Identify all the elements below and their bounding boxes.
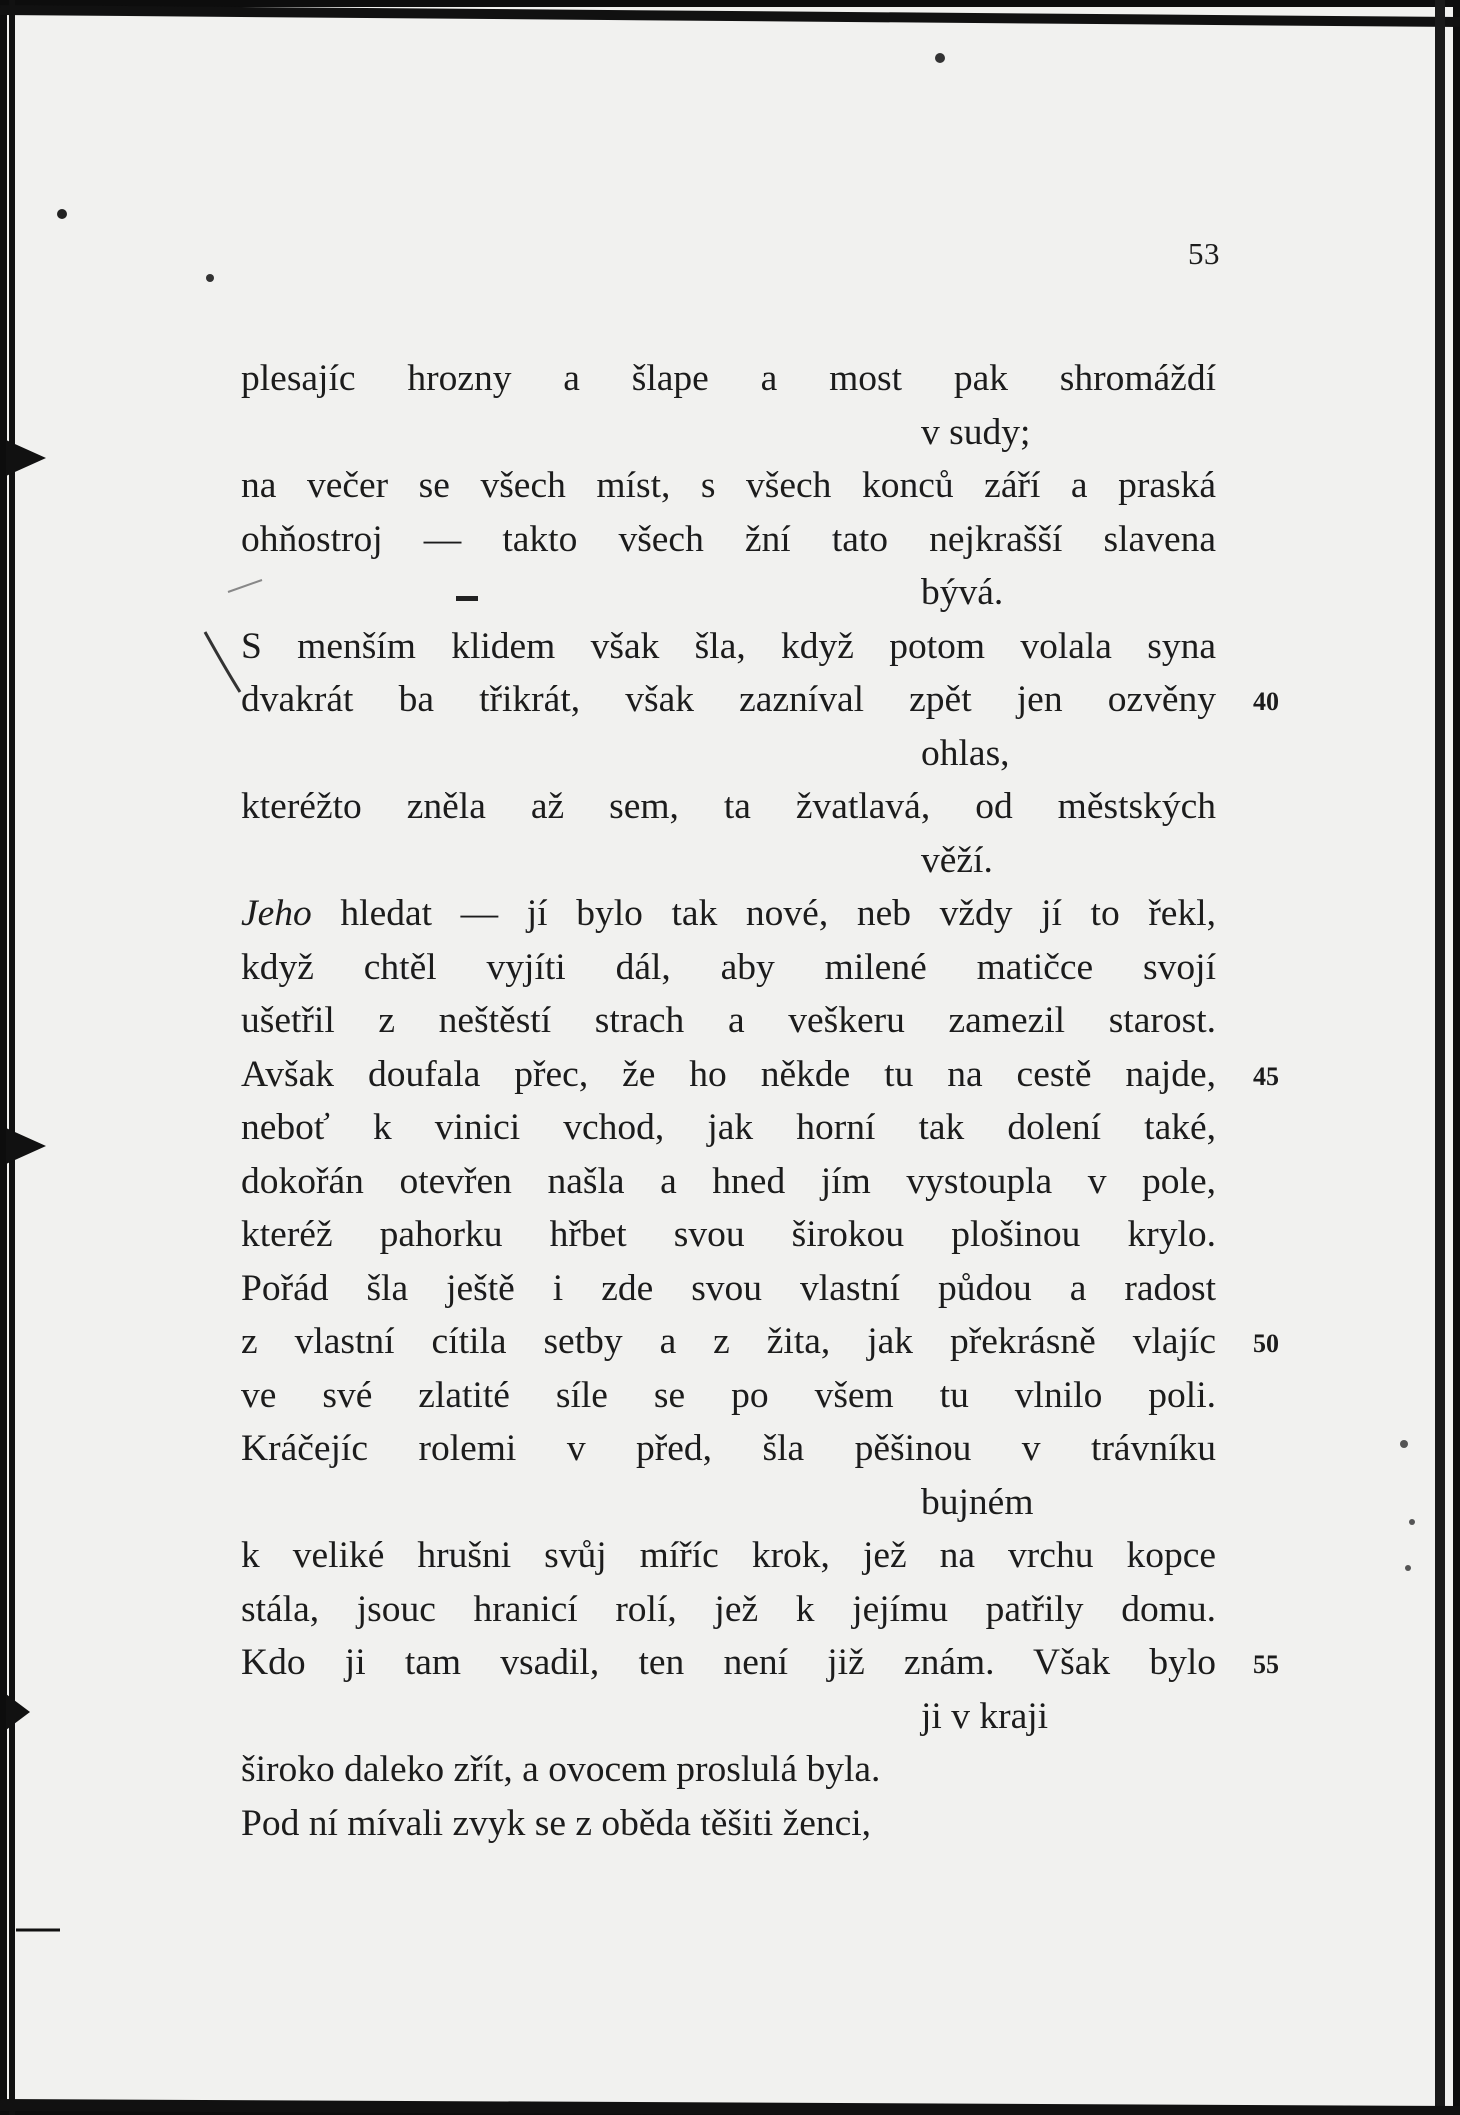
verse-text: stála, jsouc hranicí rolí, jež k jejímu patřily domu. xyxy=(241,1588,1216,1630)
poem-text xyxy=(241,352,1279,1850)
verse-text: S menším klidem však šla, když potom volala syna xyxy=(241,625,1216,667)
verse-line xyxy=(241,887,1221,941)
verse-line xyxy=(241,1208,1221,1262)
line-number: 50 xyxy=(1253,1329,1279,1358)
verse-text: plesajíc hrozny a šlape a most pak shromáždí xyxy=(241,358,1216,399)
verse-text: kteréžto zněla až sem, ta žvatlavá, od městských xyxy=(241,786,1216,827)
verse-text: ohňostroj — takto všech žní tato nejkrašší slavena xyxy=(241,518,1216,560)
verse-line xyxy=(241,1048,1279,1102)
verse-line xyxy=(241,1636,1279,1690)
verse-text: Jeho hledat — jí bylo tak nové, neb vždy jí to řekl, xyxy=(241,893,1216,934)
verse-line xyxy=(241,1155,1221,1209)
verse-text: Kdo ji tam vsadil, ten není již znám. Však bylo xyxy=(241,1642,1216,1683)
verse-text: Pod ní mívali zvyk se z oběda těšiti ženci, xyxy=(241,1802,872,1844)
verse-text: Avšak doufala přec, že ho někde tu na cestě najde, xyxy=(241,1053,1216,1095)
verse-text: široko daleko zřít, a ovocem proslulá byla. xyxy=(241,1749,881,1790)
verse-line xyxy=(241,1369,1221,1423)
verse-text: ohlas, xyxy=(921,732,1010,774)
verse-text: bujném xyxy=(921,1481,1034,1523)
verse-text: v sudy; xyxy=(921,411,1031,453)
line-number: 55 xyxy=(1253,1650,1279,1679)
verse-line xyxy=(241,513,1221,567)
verse-text: ji v kraji xyxy=(921,1695,1049,1737)
verse-line xyxy=(241,1529,1221,1583)
verse-line xyxy=(241,352,1221,406)
verse-continuation xyxy=(241,1476,1221,1530)
verse-continuation xyxy=(241,834,1221,888)
verse-text: dvakrát ba třikrát, však zazníval zpět jen ozvěny xyxy=(241,679,1216,720)
line-number: 40 xyxy=(1253,687,1279,716)
verse-continuation xyxy=(241,406,1221,460)
page-number: 53 xyxy=(1188,236,1220,271)
verse-text: dokořán otevřen našla a hned jím vystoupla v pole, xyxy=(241,1160,1216,1202)
verse-continuation xyxy=(241,566,1221,620)
verse-line xyxy=(241,1101,1221,1155)
verse-text: Pořád šla ještě i zde svou vlastní půdou a radost xyxy=(241,1267,1216,1309)
verse-line xyxy=(241,780,1221,834)
verse-line xyxy=(241,1262,1221,1316)
verse-line xyxy=(241,1797,1221,1851)
verse-line xyxy=(241,459,1221,513)
verse-text: Kráčejíc rolemi v před, šla pěšinou v trávníku xyxy=(241,1428,1216,1469)
verse-line xyxy=(241,1315,1279,1369)
verse-line xyxy=(241,673,1279,727)
verse-text: na večer se všech míst, s všech konců září a praská xyxy=(241,465,1216,506)
verse-text: věží. xyxy=(921,839,993,881)
verse-text: neboť k vinici vchod, jak horní tak dolení také, xyxy=(241,1107,1216,1148)
verse-text: z vlastní cítila setby a z žita, jak překrásně vlajíc xyxy=(241,1321,1216,1362)
verse-line xyxy=(241,994,1221,1048)
verse-continuation xyxy=(241,1690,1221,1744)
verse-text: k veliké hrušni svůj míříc krok, jež na vrchu kopce xyxy=(241,1535,1216,1576)
verse-line xyxy=(241,1583,1221,1637)
verse-line xyxy=(241,1743,1221,1797)
verse-line xyxy=(241,1422,1221,1476)
verse-continuation xyxy=(241,727,1221,781)
verse-line xyxy=(241,620,1221,674)
verse-text: kteréž pahorku hřbet svou širokou plošinou krylo. xyxy=(241,1214,1216,1255)
verse-text: bývá. xyxy=(921,572,1004,613)
verse-line xyxy=(241,941,1221,995)
line-number: 45 xyxy=(1253,1061,1279,1091)
verse-text: ve své zlatité síle se po všem tu vlnilo poli. xyxy=(241,1374,1216,1416)
verse-text: když chtěl vyjíti dál, aby milené matičce svojí xyxy=(241,946,1216,988)
verse-text: ušetřil z neštěstí strach a veškeru zamezil starost. xyxy=(241,1000,1216,1041)
